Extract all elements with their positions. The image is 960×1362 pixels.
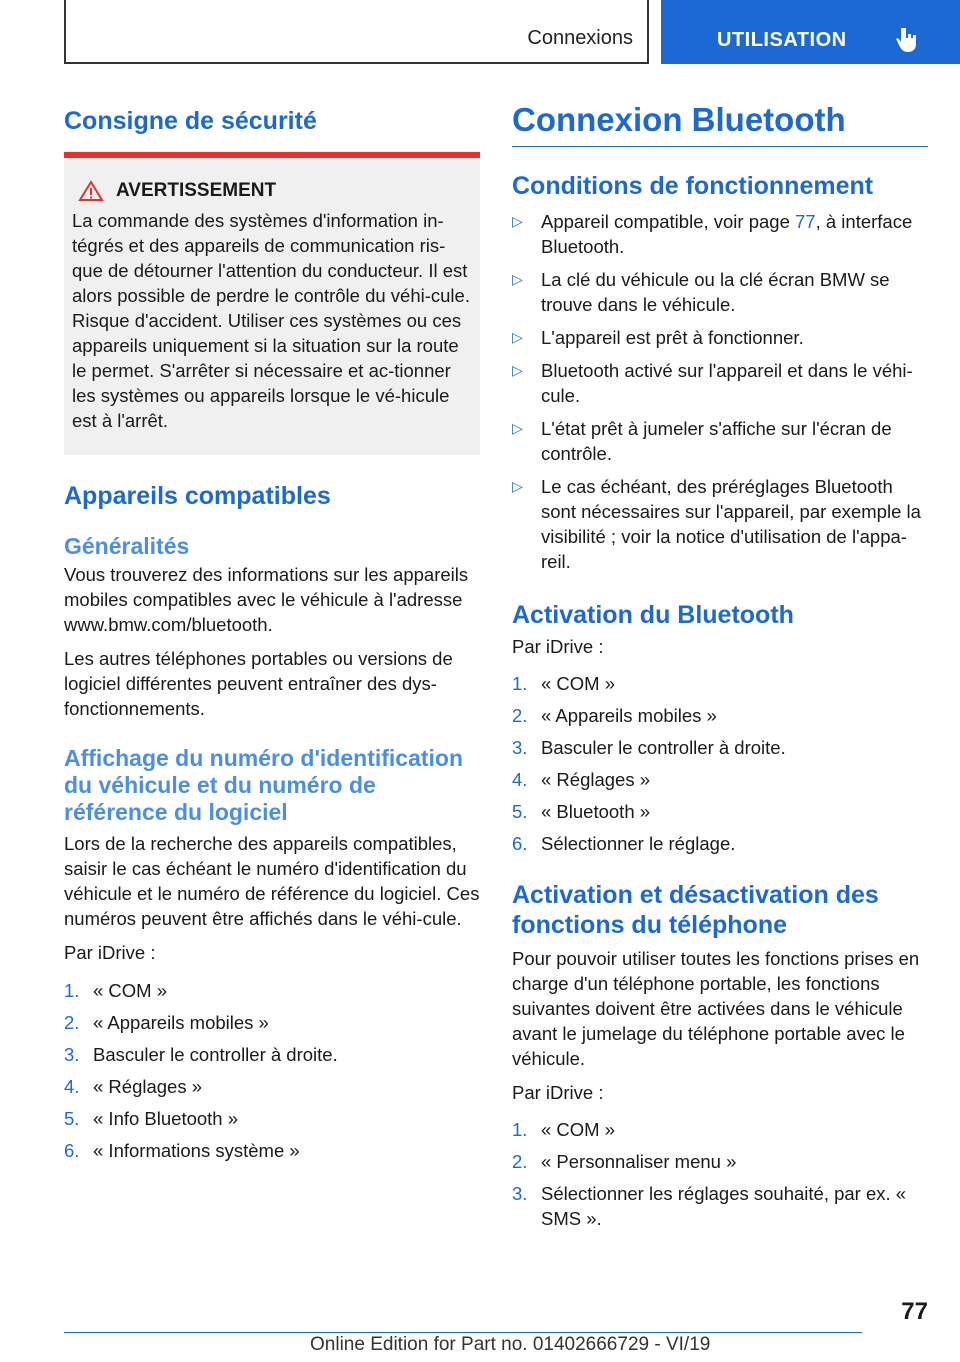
triangle-bullet-icon: ▷ [512,212,523,229]
triangle-bullet-icon: ▷ [512,419,523,436]
list-item: 6. « Informations système » [64,1139,300,1161]
list-item: 1. « COM » [64,979,168,1001]
header-section: Connexions [527,27,633,49]
phone-functions-paragraph: Pour pouvoir utiliser toutes les fonctions prises en charge d'un téléphone portable, les fonctions suivantes doivent être activées dans le véhicule avant le jumelage du téléphone portable avec le véhicule. [512,947,920,1069]
list-item: 4. « Réglages » [64,1075,203,1097]
list-item: 2. « Appareils mobiles » [512,704,717,726]
header-section-box [64,0,649,64]
idrive-label: Par iDrive : [512,1081,604,1103]
list-item: 3. Basculer le controller à droite. [512,736,786,758]
phone-functions-heading: Activation et désactivation des fonctions du téléphone [512,880,879,939]
phone-steps-list [512,1117,928,1231]
general-paragraph-1: Vous trouverez des informations sur les appareils mobiles compatibles avec le véhicule à l'adresse www.bmw.com/bluetooth. [64,564,469,636]
triangle-bullet-icon: ▷ [512,477,523,494]
list-item: ▷ L'appareil est prêt à fonctionner. [512,326,804,348]
general-paragraph-2: Les autres téléphones portables ou versions de logiciel différentes peuvent entraîner des dys-fonctionnements. [64,648,453,720]
list-item: ▷ Appareil compatible, voir page 77, à interface Bluetooth. [512,210,913,257]
vin-steps-list [64,978,480,1163]
list-item: ▷ La clé du véhicule ou la clé écran BMW se trouve dans le véhicule. [512,268,890,315]
list-item: ▷ L'état prêt à jumeler s'affiche sur l'écran de contrôle. [512,417,892,464]
general-heading: Généralités [64,533,190,559]
bluetooth-heading: Connexion Bluetooth [512,101,846,138]
vin-paragraph: Lors de la recherche des appareils compatibles, saisir le cas échéant le numéro d'identification du véhicule et le numéro de référence du logiciel. Ces numéros peuvent être affichés dans le véhi-cule. [64,832,480,929]
warning-box [64,152,480,455]
idrive-label: Par iDrive : [512,635,604,657]
triangle-bullet-icon: ▷ [512,270,523,287]
triangle-bullet-icon: ▷ [512,361,523,378]
safety-heading: Consigne de sécurité [64,107,317,135]
list-item: ▷ Le cas échéant, des préréglages Bluetooth sont nécessaires sur l'appareil, par exemple la visibilité ; voir la notice d'utilisation de l'appa-reil. [512,475,921,572]
warning-triangle-icon [78,180,104,202]
list-item: ▷ Bluetooth activé sur l'appareil et dans le véhi-cule. [512,359,913,406]
list-item: 1. « COM » [512,1118,616,1140]
header-chapter: UTILISATION [717,29,847,51]
list-item: 6. Sélectionner le réglage. [512,832,736,854]
conditions-list [512,209,928,574]
warning-header [78,180,472,202]
triangle-bullet-icon: ▷ [512,328,523,345]
bluetooth-heading-rule [512,100,928,147]
list-item: 1. « COM » [512,672,616,694]
activation-heading: Activation du Bluetooth [512,600,794,629]
right-column [512,100,928,1231]
list-item: 5. « Bluetooth » [512,800,651,822]
page-link[interactable]: 77 [795,210,816,232]
header-chapter-tab [661,0,960,64]
footer-rule [64,1332,862,1333]
left-column [64,100,480,1163]
list-item: 3. Sélectionner les réglages souhaité, par ex. « SMS ». [512,1182,907,1229]
list-item: 2. « Personnaliser menu » [512,1150,737,1172]
warning-text: La commande des systèmes d'information in-tégrés et des appareils de communication ris-que de détourner l'attention du conducteur. Il est alors possible de perdre le contrôle du véhi-cule. Risque d'accident. Utiliser ces systèmes ou ces appareils uniquement si la situation sur la route le permet. S'arrêter si nécessaire et ac-tionner les systèmes ou appareils lorsque le vé-hicule est à l'arrêt. [72,210,470,431]
activation-steps-list [512,671,928,856]
vin-heading: Affichage du numéro d'identification du véhicule et du numéro de référence du logiciel [64,745,464,826]
list-item: 2. « Appareils mobiles » [64,1011,269,1033]
warning-title: AVERTISSEMENT [116,180,277,201]
conditions-heading: Conditions de fonctionnement [512,171,874,200]
list-item: 5. « Info Bluetooth » [64,1107,239,1129]
idrive-label: Par iDrive : [64,941,156,963]
page-number: 77 [901,1298,928,1325]
compatible-devices-heading: Appareils compatibles [64,482,331,510]
edition-text: Online Edition for Part no. 01402666729 - VI/19 [310,1334,711,1355]
list-item: 4. « Réglages » [512,768,651,790]
list-item: 3. Basculer le controller à droite. [64,1043,338,1065]
pointing-hand-icon [894,26,920,54]
